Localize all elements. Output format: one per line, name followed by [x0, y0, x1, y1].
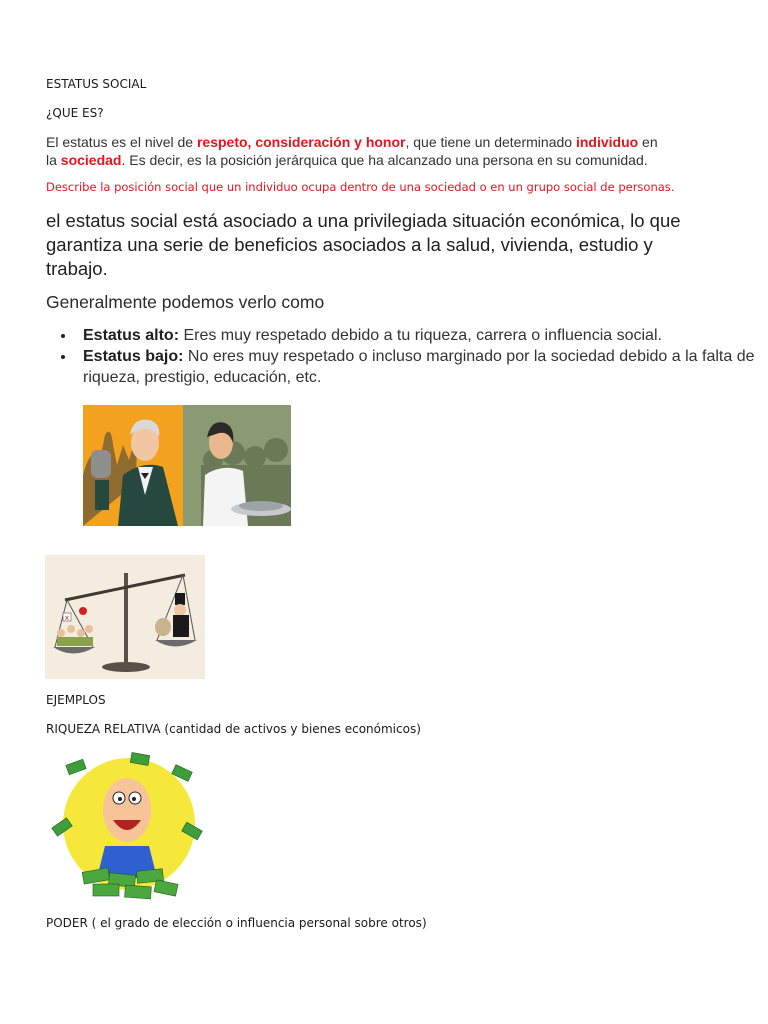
bullet-label: Estatus alto: [83, 327, 180, 344]
question-heading: ¿QUE ES? [46, 106, 104, 120]
balance-scale-illustration [45, 555, 205, 679]
definition-text-1: El estatus es el nivel de [46, 134, 197, 150]
list-item [83, 325, 763, 346]
definition-highlight-individual: individuo [575, 134, 639, 150]
main-statement: el estatus social está asociado a una privilegiada situación económica, lo que garantiza una serie de beneficios asociados a la salud, vivienda, estudio y trabajo. [46, 210, 681, 279]
red-note: Describe la posición social que un individuo ocupa dentro de una sociedad o en un grupo social de personas. [46, 180, 675, 194]
definition-text-4: . Es decir, es la posición jerárquica que ha alcanzado una persona en su comunidad. [121, 152, 648, 168]
example-power-label: PODER ( el grado de elección o influencia personal sobre otros) [46, 916, 427, 930]
status-list [46, 325, 763, 388]
money-cartoon-illustration [45, 748, 207, 904]
definition-text-3: en la [46, 134, 658, 168]
subheading: Generalmente podemos verlo como [46, 292, 325, 312]
bullet-text: No eres muy respetado o incluso marginado por la sociedad debido a la falta de riqueza, prestigio, educación, etc. [83, 348, 755, 386]
svg-text:x: x [64, 614, 70, 622]
definition-highlight-society: sociedad [60, 152, 122, 168]
examples-heading: EJEMPLOS [46, 693, 106, 707]
definition-text-2: , que tiene un determinado [405, 134, 576, 150]
example-wealth-label: RIQUEZA RELATIVA (cantidad de activos y bienes económicos) [46, 722, 421, 736]
definition-paragraph [46, 133, 666, 169]
definition-highlight-respect: respeto, consideración y honor [196, 134, 406, 150]
bullet-label: Estatus bajo: [83, 348, 184, 365]
page-title: ESTATUS SOCIAL [46, 77, 147, 91]
bullet-text: Eres muy respetado debido a tu riqueza, carrera o influencia social. [179, 327, 662, 344]
list-item [83, 346, 763, 388]
rich-vs-worker-illustration [83, 405, 291, 526]
